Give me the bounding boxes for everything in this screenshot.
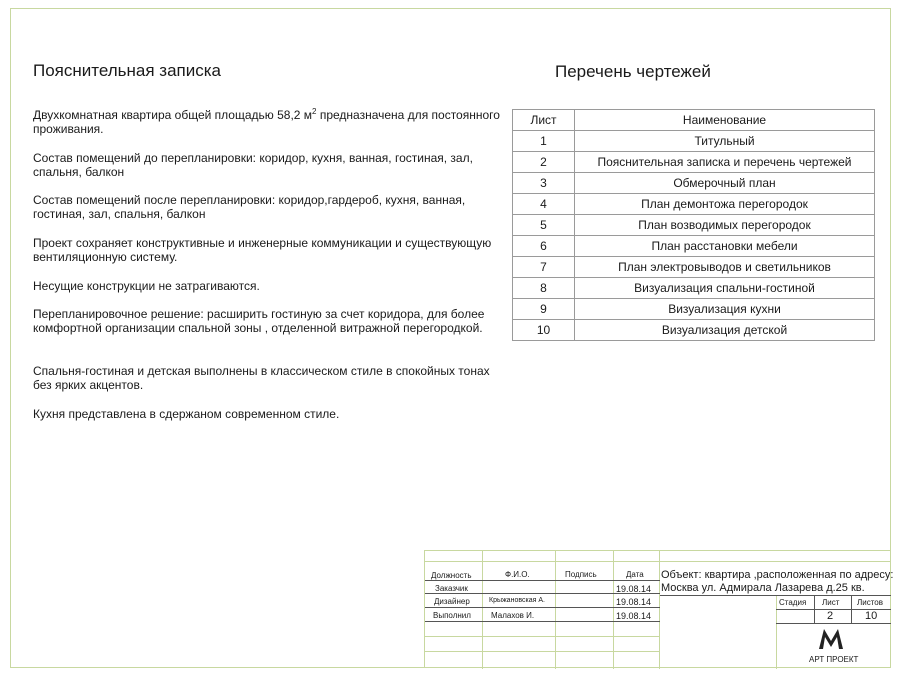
row-sheet: 7 (513, 257, 575, 278)
table-row (513, 299, 875, 320)
note-p1-rest: предназначена для постоянного проживания. (33, 108, 500, 136)
note-paragraph-style: Спальня-гостиная и детская выполнены в классическом стиле в спокойных тонах без ярких акцентов. (33, 364, 490, 392)
row-sheet: 3 (513, 173, 575, 194)
company-name: АРТ ПРОЕКТ (809, 655, 859, 664)
row-sheet: 1 (513, 131, 575, 152)
stamp-sheets-label: Листов (857, 598, 883, 607)
note-paragraph-area (33, 108, 503, 136)
note-paragraph-communications: Проект сохраняет конструктивные и инженерные коммуникации и существующую вентиляционную систему. (33, 236, 492, 264)
header-name: Наименование (575, 110, 875, 131)
stamp-row-date: 19.08.14 (616, 611, 652, 621)
note-p1-sup: 2 (312, 107, 317, 116)
row-name: Пояснительная записка и перечень чертежей (575, 152, 875, 173)
row-name: Титульный (575, 131, 875, 152)
stamp-header-position: Должность (431, 571, 472, 580)
row-sheet: 2 (513, 152, 575, 173)
stamp-row-position: Дизайнер (434, 597, 470, 606)
stamp-sheets-value: 10 (865, 610, 878, 622)
stamp-row-name: Малахов И. (491, 611, 535, 620)
table-row (513, 152, 875, 173)
table-row (513, 320, 875, 341)
note-paragraph-structures: Несущие конструкции не затрагиваются. (33, 279, 260, 293)
stamp-sheet-value: 2 (827, 610, 834, 622)
drawings-title: Перечень чертежей (555, 62, 711, 81)
table-row (513, 257, 875, 278)
stamp-header-name: Ф.И.О. (505, 570, 530, 579)
row-name: План электровыводов и светильников (575, 257, 875, 278)
stamp-row-position: Выполнил (433, 611, 471, 620)
table-row (513, 215, 875, 236)
table-row (513, 194, 875, 215)
table-row (513, 278, 875, 299)
stamp-row-date: 19.08.14 (616, 597, 652, 607)
row-name: Визуализация кухни (575, 299, 875, 320)
row-sheet: 4 (513, 194, 575, 215)
note-paragraph-kitchen: Кухня представлена в сдержаном современном стиле. (33, 407, 340, 421)
row-name: План демонтожа перегородок (575, 194, 875, 215)
row-sheet: 10 (513, 320, 575, 341)
table-row (513, 173, 875, 194)
row-sheet: 8 (513, 278, 575, 299)
table-row (513, 131, 875, 152)
stamp-header-signature: Подпись (565, 570, 597, 579)
stamp-object-line1: Объект: квартира ,расположенная по адресу: (661, 569, 894, 581)
title-block (424, 550, 894, 668)
note-p1-text: Двухкомнатная квартира общей площадью 58,2 м (33, 108, 313, 122)
row-name: Визуализация спальни-гостиной (575, 278, 875, 299)
stamp-object (661, 569, 893, 595)
header-sheet: Лист (513, 110, 575, 131)
stamp-row-position: Заказчик (435, 584, 468, 593)
stamp-object-line2: Москва ул. Адмирала Лазарева д.25 кв. (661, 582, 865, 594)
stamp-row-date: 19.08.14 (616, 584, 652, 594)
drawings-table (512, 109, 875, 341)
row-sheet: 6 (513, 236, 575, 257)
stamp-row-name: Крыжановская А. (489, 597, 545, 604)
row-sheet: 9 (513, 299, 575, 320)
row-name: Обмерочный план (575, 173, 875, 194)
stamp-sheet-label: Лист (822, 598, 840, 607)
note-paragraph-solution: Перепланировочное решение: расширить гостиную за счет коридора, для более комфортной организации спальной зоны , отделенной витражной перегородкой. (33, 307, 485, 335)
company-logo-icon (817, 627, 845, 651)
row-name: План расстановки мебели (575, 236, 875, 257)
table-row (513, 236, 875, 257)
note-paragraph-rooms-before: Состав помещений до перепланировки: коридор, кухня, ванная, гостиная, зал, спальня, балкон (33, 151, 473, 179)
note-paragraph-rooms-after: Состав помещений после перепланировки: коридор,гардероб, кухня, ванная, гостиная, зал, спальня, балкон (33, 193, 466, 221)
note-title: Пояснительная записка (33, 61, 222, 80)
stamp-header-date: Дата (626, 570, 644, 579)
row-sheet: 5 (513, 215, 575, 236)
row-name: План возводимых перегородок (575, 215, 875, 236)
row-name: Визуализация детской (575, 320, 875, 341)
drawings-table-header (513, 110, 875, 131)
stamp-stage-label: Стадия (779, 598, 807, 607)
